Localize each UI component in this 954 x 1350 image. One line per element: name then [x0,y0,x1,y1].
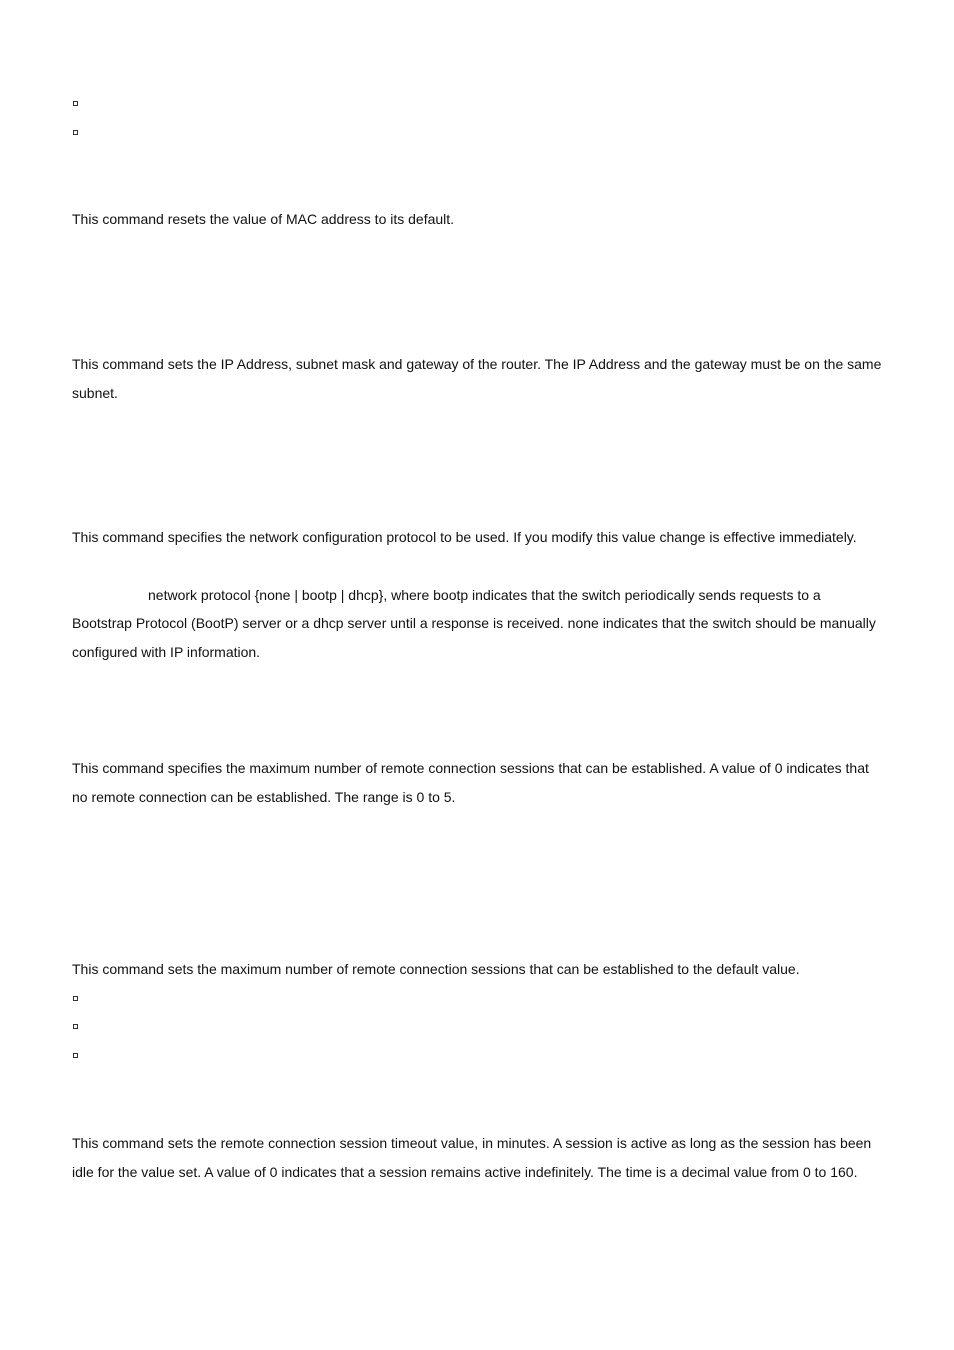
session-timeout-description: This command sets the remote connection session timeout value, in minutes. A session is active as long as the session has been idle for the value set. A value of 0 indicates that a session remains active indefinitely. The time is a decimal value from 0 to 160. [72,1135,872,1180]
bullet-marker [73,1024,78,1029]
network-protocol-syntax-rest: Bootstrap Protocol (BootP) server or a dhcp server until a response is received. none indicates that the switch should be manually configured with IP information. [72,615,876,660]
bullet-marker [73,130,78,135]
ip-address-description: This command sets the IP Address, subnet mask and gateway of the router. The IP Address and the gateway must be on the same subnet. [72,356,882,401]
bullet-marker [73,1053,78,1058]
network-protocol-syntax-line1: network protocol {none | bootp | dhcp}, where bootp indicates that the switch periodically sends requests to a [148,587,821,603]
bullet-marker [73,101,78,106]
mac-reset-description: This command resets the value of MAC address to its default. [72,211,455,227]
bullet-marker [73,996,78,1001]
network-protocol-description: This command specifies the network configuration protocol to be used. If you modify this value change is effective immediately. [72,529,857,545]
max-sessions-default-description: This command sets the maximum number of remote connection sessions that can be established to the default value. [72,961,800,977]
max-sessions-description: This command specifies the maximum number of remote connection sessions that can be established. A value of 0 indicates that no remote connection can be established. The range is 0 to 5. [72,760,869,805]
